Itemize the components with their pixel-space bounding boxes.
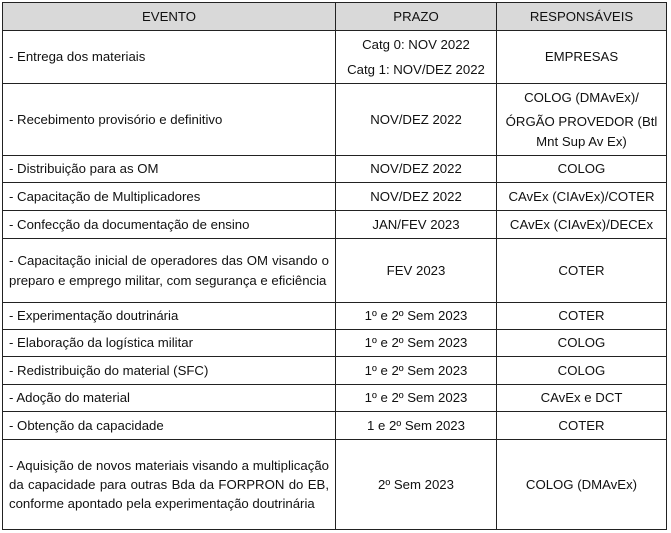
- evento-cell: - Confecção da documentação de ensino: [3, 211, 336, 239]
- prazo-cell: [336, 31, 497, 84]
- evento-cell: - Obtenção da capacidade: [3, 412, 336, 440]
- evento-cell: - Recebimento provisório e definitivo: [3, 84, 336, 156]
- responsaveis-cell: COLOG (DMAvEx): [497, 440, 667, 530]
- evento-cell: - Distribuição para as OM: [3, 156, 336, 183]
- prazo-cell: 1º e 2º Sem 2023: [336, 385, 497, 412]
- evento-cell: - Capacitação inicial de operadores das OM visando o preparo e emprego militar, com segurança e eficiência: [3, 239, 336, 303]
- responsaveis-cell: CAvEx (CIAvEx)/COTER: [497, 183, 667, 211]
- header-row: [3, 3, 667, 31]
- table-row: [3, 357, 667, 385]
- table-row: [3, 330, 667, 357]
- responsaveis-line: Mnt Sup Av Ex): [536, 133, 627, 149]
- table-row: [3, 31, 667, 84]
- responsaveis-cell: COTER: [497, 239, 667, 303]
- table-row: [3, 239, 667, 303]
- prazo-cell: 1º e 2º Sem 2023: [336, 357, 497, 385]
- schedule-table: [2, 2, 667, 530]
- responsaveis-line: ÓRGÃO PROVEDOR (Btl: [505, 114, 658, 130]
- prazo-cell: 1 e 2º Sem 2023: [336, 412, 497, 440]
- header-prazo: PRAZO: [336, 3, 497, 31]
- table-row: [3, 84, 667, 156]
- evento-cell: - Redistribuição do material (SFC): [3, 357, 336, 385]
- prazo-cell: NOV/DEZ 2022: [336, 84, 497, 156]
- header-evento: EVENTO: [3, 3, 336, 31]
- evento-cell: - Elaboração da logística militar: [3, 330, 336, 357]
- responsaveis-cell: COLOG: [497, 156, 667, 183]
- prazo-cell: JAN/FEV 2023: [336, 211, 497, 239]
- evento-cell: - Capacitação de Multiplicadores: [3, 183, 336, 211]
- responsaveis-cell: COTER: [497, 303, 667, 330]
- responsaveis-cell: EMPRESAS: [497, 31, 667, 84]
- table-row: [3, 156, 667, 183]
- responsaveis-cell: COLOG: [497, 357, 667, 385]
- prazo-cell: FEV 2023: [336, 239, 497, 303]
- table-row: [3, 385, 667, 412]
- responsaveis-cell: COTER: [497, 412, 667, 440]
- table-row: [3, 412, 667, 440]
- prazo-cell: 2º Sem 2023: [336, 440, 497, 530]
- prazo-cell: NOV/DEZ 2022: [336, 183, 497, 211]
- responsaveis-cell: CAvEx e DCT: [497, 385, 667, 412]
- header-responsaveis: RESPONSÁVEIS: [497, 3, 667, 31]
- responsaveis-cell: COLOG: [497, 330, 667, 357]
- table-row: [3, 183, 667, 211]
- responsaveis-cell: [497, 84, 667, 156]
- responsaveis-cell: CAvEx (CIAvEx)/DECEx: [497, 211, 667, 239]
- responsaveis-line: COLOG (DMAvEx)/: [524, 90, 639, 106]
- evento-cell: - Aquisição de novos materiais visando a multiplicação da capacidade para outras Bda da FORPRON do EB, conforme apontado pela experimentação doutrinária: [3, 440, 336, 530]
- prazo-line: Catg 1: NOV/DEZ 2022: [347, 61, 485, 77]
- evento-cell: - Experimentação doutrinária: [3, 303, 336, 330]
- table-row: [3, 211, 667, 239]
- prazo-cell: 1º e 2º Sem 2023: [336, 330, 497, 357]
- evento-cell: - Entrega dos materiais: [3, 31, 336, 84]
- evento-cell: - Adoção do material: [3, 385, 336, 412]
- prazo-cell: NOV/DEZ 2022: [336, 156, 497, 183]
- table-row: [3, 303, 667, 330]
- prazo-line: Catg 0: NOV 2022: [362, 37, 470, 53]
- table-row: [3, 440, 667, 530]
- prazo-cell: 1º e 2º Sem 2023: [336, 303, 497, 330]
